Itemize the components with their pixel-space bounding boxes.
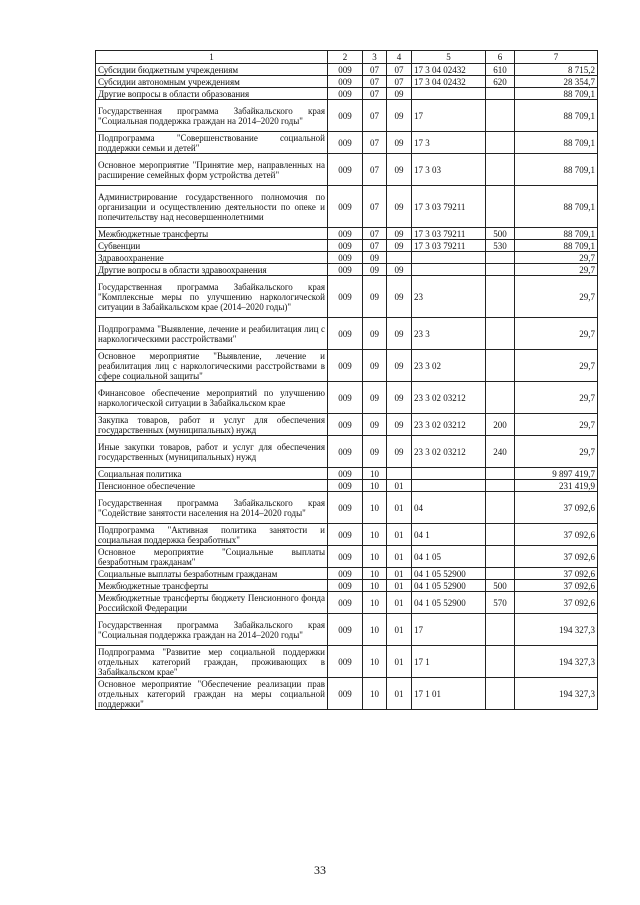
row-amount: 88 709,1: [515, 228, 598, 240]
row-code-section: 10: [363, 546, 387, 568]
table-row: [96, 186, 598, 228]
row-code-section: 09: [363, 414, 387, 436]
row-amount: 88 709,1: [515, 100, 598, 132]
row-code-target: 17: [412, 614, 486, 646]
row-code-target: 17: [412, 100, 486, 132]
row-code-subsection: 01: [387, 646, 412, 678]
row-code-section: 09: [363, 318, 387, 350]
row-code-section: 07: [363, 132, 387, 154]
row-code-expense-type: [486, 132, 515, 154]
row-amount: 88 709,1: [515, 88, 598, 100]
table-row: [96, 276, 598, 318]
row-code-target: 17 3 03 79211: [412, 186, 486, 228]
column-header: 3: [363, 51, 387, 64]
row-code-expense-type: [486, 276, 515, 318]
row-code-section: 07: [363, 228, 387, 240]
table-row: [96, 264, 598, 276]
row-amount: 28 354,7: [515, 76, 598, 88]
row-code-expense-type: 200: [486, 414, 515, 436]
row-code-expense-type: [486, 88, 515, 100]
row-code-ministry: 009: [328, 228, 363, 240]
row-code-ministry: 009: [328, 436, 363, 468]
table-row: [96, 318, 598, 350]
table-row: [96, 580, 598, 592]
row-code-subsection: 07: [387, 64, 412, 76]
table-row: [96, 546, 598, 568]
row-label: Основное мероприятие "Обеспечение реализации прав отдельных категорий граждан на меры социальной поддержки": [96, 678, 328, 710]
row-code-expense-type: 530: [486, 240, 515, 252]
row-code-section: 09: [363, 252, 387, 264]
row-code-ministry: 009: [328, 524, 363, 546]
row-code-section: 10: [363, 614, 387, 646]
row-label: Закупка товаров, работ и услуг для обеспечения государственных (муниципальных) нужд: [96, 414, 328, 436]
row-label: Пенсионное обеспечение: [96, 480, 328, 492]
table-row: [96, 240, 598, 252]
table-row: [96, 614, 598, 646]
row-code-target: [412, 88, 486, 100]
row-label: Основное мероприятие "Социальные выплаты безработным гражданам": [96, 546, 328, 568]
row-label: Межбюджетные трансферты: [96, 228, 328, 240]
table-row: [96, 468, 598, 480]
row-amount: 9 897 419,7: [515, 468, 598, 480]
row-code-ministry: 009: [328, 546, 363, 568]
row-code-expense-type: [486, 480, 515, 492]
table-row: [96, 592, 598, 614]
row-code-ministry: 009: [328, 592, 363, 614]
row-code-section: 09: [363, 276, 387, 318]
row-amount: 194 327,3: [515, 614, 598, 646]
row-label: Социальная политика: [96, 468, 328, 480]
row-amount: 194 327,3: [515, 678, 598, 710]
row-code-subsection: 01: [387, 568, 412, 580]
row-code-subsection: 07: [387, 76, 412, 88]
table-row: [96, 154, 598, 186]
row-code-target: 23 3: [412, 318, 486, 350]
page-number: 33: [314, 863, 326, 877]
row-code-expense-type: 610: [486, 64, 515, 76]
row-code-section: 09: [363, 350, 387, 382]
row-code-target: 04 1 05 52900: [412, 580, 486, 592]
row-amount: 29,7: [515, 350, 598, 382]
row-code-expense-type: [486, 524, 515, 546]
row-amount: 88 709,1: [515, 240, 598, 252]
row-code-expense-type: [486, 492, 515, 524]
row-code-ministry: 009: [328, 240, 363, 252]
row-code-section: 07: [363, 100, 387, 132]
row-code-section: 09: [363, 436, 387, 468]
row-code-expense-type: [486, 382, 515, 414]
table-row: [96, 646, 598, 678]
row-code-ministry: 009: [328, 468, 363, 480]
row-code-section: 07: [363, 240, 387, 252]
table-row: [96, 88, 598, 100]
row-code-ministry: 009: [328, 100, 363, 132]
row-label: Субвенции: [96, 240, 328, 252]
row-code-target: 04 1 05 52900: [412, 592, 486, 614]
row-amount: 37 092,6: [515, 546, 598, 568]
row-amount: 37 092,6: [515, 492, 598, 524]
row-code-expense-type: [486, 546, 515, 568]
row-code-subsection: 09: [387, 414, 412, 436]
row-amount: 29,7: [515, 436, 598, 468]
row-code-subsection: 09: [387, 382, 412, 414]
row-code-expense-type: [486, 264, 515, 276]
table-row: [96, 64, 598, 76]
row-code-expense-type: 570: [486, 592, 515, 614]
row-amount: 37 092,6: [515, 568, 598, 580]
row-code-ministry: 009: [328, 76, 363, 88]
row-code-ministry: 009: [328, 252, 363, 264]
row-code-target: [412, 264, 486, 276]
row-code-section: 10: [363, 492, 387, 524]
row-code-expense-type: 240: [486, 436, 515, 468]
table-header-row: [96, 51, 598, 64]
row-code-subsection: [387, 252, 412, 264]
table-row: [96, 414, 598, 436]
row-code-ministry: 009: [328, 264, 363, 276]
column-header: 5: [412, 51, 486, 64]
row-code-subsection: 09: [387, 100, 412, 132]
row-code-subsection: 09: [387, 228, 412, 240]
row-label: Государственная программа Забайкальского края "Содействие занятости населения на 2014–2020 годы": [96, 492, 328, 524]
row-code-subsection: 09: [387, 276, 412, 318]
row-code-ministry: 009: [328, 318, 363, 350]
row-code-target: 23 3 02 03212: [412, 414, 486, 436]
row-code-expense-type: [486, 186, 515, 228]
row-code-ministry: 009: [328, 580, 363, 592]
row-code-ministry: 009: [328, 88, 363, 100]
table-row: [96, 76, 598, 88]
row-code-target: 04 1: [412, 524, 486, 546]
budget-table: [95, 50, 598, 710]
row-label: Государственная программа Забайкальского края "Социальная поддержка граждан на 2014–2020 годы": [96, 614, 328, 646]
row-code-ministry: 009: [328, 350, 363, 382]
row-label: Подпрограмма "Развитие мер социальной поддержки отдельных категорий граждан, проживающих в Забайкальском крае": [96, 646, 328, 678]
row-code-section: 07: [363, 88, 387, 100]
row-code-target: 04 1 05: [412, 546, 486, 568]
row-code-target: 17 3: [412, 132, 486, 154]
row-code-expense-type: [486, 646, 515, 678]
row-label: Другие вопросы в области здравоохранения: [96, 264, 328, 276]
column-header: 4: [387, 51, 412, 64]
row-amount: 231 419,9: [515, 480, 598, 492]
row-code-section: 07: [363, 76, 387, 88]
row-code-section: 10: [363, 580, 387, 592]
row-code-ministry: 009: [328, 568, 363, 580]
row-code-ministry: 009: [328, 678, 363, 710]
row-code-subsection: [387, 468, 412, 480]
row-label: Субсидии бюджетным учреждениям: [96, 64, 328, 76]
row-code-target: 17 3 03 79211: [412, 240, 486, 252]
row-amount: 29,7: [515, 276, 598, 318]
table-row: [96, 132, 598, 154]
row-code-subsection: 09: [387, 154, 412, 186]
row-code-subsection: 01: [387, 546, 412, 568]
row-code-target: [412, 468, 486, 480]
row-code-ministry: 009: [328, 64, 363, 76]
row-code-expense-type: [486, 252, 515, 264]
row-amount: 88 709,1: [515, 186, 598, 228]
row-amount: 37 092,6: [515, 592, 598, 614]
row-amount: 29,7: [515, 382, 598, 414]
table-row: [96, 100, 598, 132]
row-amount: 29,7: [515, 414, 598, 436]
row-code-target: 17 3 03 79211: [412, 228, 486, 240]
row-label: Подпрограмма "Выявление, лечение и реабилитация лиц с наркологическими расстройствами": [96, 318, 328, 350]
row-code-target: [412, 252, 486, 264]
row-code-section: 10: [363, 678, 387, 710]
row-label: Межбюджетные трансферты бюджету Пенсионного фонда Российской Федерации: [96, 592, 328, 614]
row-code-expense-type: [486, 568, 515, 580]
row-code-subsection: 09: [387, 350, 412, 382]
row-code-subsection: 01: [387, 524, 412, 546]
row-label: Государственная программа Забайкальского края "Комплексные меры по улучшению наркологической ситуации в Забайкальском крае (2014–2020 годы)": [96, 276, 328, 318]
row-code-subsection: 01: [387, 580, 412, 592]
row-code-expense-type: 620: [486, 76, 515, 88]
table-row: [96, 568, 598, 580]
row-code-expense-type: [486, 154, 515, 186]
table-row: [96, 252, 598, 264]
table-row: [96, 524, 598, 546]
column-header: 6: [486, 51, 515, 64]
row-code-ministry: 009: [328, 646, 363, 678]
row-label: Иные закупки товаров, работ и услуг для обеспечения государственных (муниципальных) нужд: [96, 436, 328, 468]
row-amount: 8 715,2: [515, 64, 598, 76]
row-label: Основное мероприятие "Принятие мер, направленных на расширение семейных форм устройства детей": [96, 154, 328, 186]
column-header: 2: [328, 51, 363, 64]
row-code-expense-type: [486, 614, 515, 646]
row-code-ministry: 009: [328, 480, 363, 492]
row-code-section: 10: [363, 646, 387, 678]
row-code-section: 07: [363, 186, 387, 228]
row-code-target: 17 1 01: [412, 678, 486, 710]
row-label: Субсидии автономным учреждениям: [96, 76, 328, 88]
row-code-ministry: 009: [328, 414, 363, 436]
row-code-section: 10: [363, 568, 387, 580]
row-code-ministry: 009: [328, 186, 363, 228]
row-label: Основное мероприятие "Выявление, лечение и реабилитация лиц с наркологическими расстройствами в сфере социальной защиты": [96, 350, 328, 382]
row-label: Другие вопросы в области образования: [96, 88, 328, 100]
row-code-target: 17 3 04 02432: [412, 64, 486, 76]
row-code-ministry: 009: [328, 276, 363, 318]
table-row: [96, 678, 598, 710]
row-code-subsection: 01: [387, 480, 412, 492]
row-code-section: 10: [363, 592, 387, 614]
row-code-subsection: 01: [387, 492, 412, 524]
row-code-section: 07: [363, 64, 387, 76]
row-label: Государственная программа Забайкальского края "Социальная поддержка граждан на 2014–2020 годы": [96, 100, 328, 132]
row-code-ministry: 009: [328, 614, 363, 646]
row-code-subsection: 09: [387, 318, 412, 350]
row-code-subsection: 09: [387, 132, 412, 154]
table-row: [96, 492, 598, 524]
row-amount: 29,7: [515, 318, 598, 350]
row-code-target: [412, 480, 486, 492]
row-code-target: 04: [412, 492, 486, 524]
table-row: [96, 350, 598, 382]
row-label: Подпрограмма "Совершенствование социальной поддержки семьи и детей": [96, 132, 328, 154]
table-row: [96, 382, 598, 414]
table-row: [96, 228, 598, 240]
row-code-target: 23 3 02 03212: [412, 436, 486, 468]
row-label: Финансовое обеспечение мероприятий по улучшению наркологической ситуации в Забайкальском крае: [96, 382, 328, 414]
row-code-subsection: 09: [387, 88, 412, 100]
table-row: [96, 436, 598, 468]
row-code-section: 10: [363, 468, 387, 480]
row-code-ministry: 009: [328, 492, 363, 524]
column-header: 1: [96, 51, 328, 64]
row-code-expense-type: [486, 318, 515, 350]
row-label: Социальные выплаты безработным гражданам: [96, 568, 328, 580]
row-code-target: 23 3 02: [412, 350, 486, 382]
row-code-ministry: 009: [328, 132, 363, 154]
row-code-expense-type: [486, 678, 515, 710]
table-row: [96, 480, 598, 492]
row-code-target: 17 3 04 02432: [412, 76, 486, 88]
row-code-target: 17 1: [412, 646, 486, 678]
row-code-expense-type: 500: [486, 228, 515, 240]
row-code-target: 04 1 05 52900: [412, 568, 486, 580]
row-code-subsection: 01: [387, 678, 412, 710]
row-code-subsection: 01: [387, 592, 412, 614]
row-amount: 194 327,3: [515, 646, 598, 678]
row-code-section: 09: [363, 382, 387, 414]
column-header: 7: [515, 51, 598, 64]
row-amount: 88 709,1: [515, 154, 598, 186]
row-label: Здравоохранение: [96, 252, 328, 264]
row-code-section: 10: [363, 480, 387, 492]
row-code-ministry: 009: [328, 382, 363, 414]
row-code-expense-type: [486, 100, 515, 132]
row-amount: 29,7: [515, 252, 598, 264]
row-code-subsection: 01: [387, 614, 412, 646]
row-code-subsection: 09: [387, 264, 412, 276]
row-code-section: 10: [363, 524, 387, 546]
row-amount: 37 092,6: [515, 580, 598, 592]
row-code-subsection: 09: [387, 240, 412, 252]
row-code-subsection: 09: [387, 436, 412, 468]
row-code-target: 17 3 03: [412, 154, 486, 186]
row-code-section: 07: [363, 154, 387, 186]
row-code-section: 09: [363, 264, 387, 276]
row-code-expense-type: 500: [486, 580, 515, 592]
row-label: Межбюджетные трансферты: [96, 580, 328, 592]
row-label: Администрирование государственного полномочия по организации и осуществлению деятельности по опеке и попечительству над несовершеннолетними: [96, 186, 328, 228]
row-code-target: 23 3 02 03212: [412, 382, 486, 414]
row-label: Подпрограмма "Активная политика занятости и социальная поддержка безработных": [96, 524, 328, 546]
row-amount: 88 709,1: [515, 132, 598, 154]
row-code-expense-type: [486, 350, 515, 382]
row-amount: 37 092,6: [515, 524, 598, 546]
row-code-expense-type: [486, 468, 515, 480]
row-amount: 29,7: [515, 264, 598, 276]
row-code-subsection: 09: [387, 186, 412, 228]
row-code-target: 23: [412, 276, 486, 318]
row-code-ministry: 009: [328, 154, 363, 186]
